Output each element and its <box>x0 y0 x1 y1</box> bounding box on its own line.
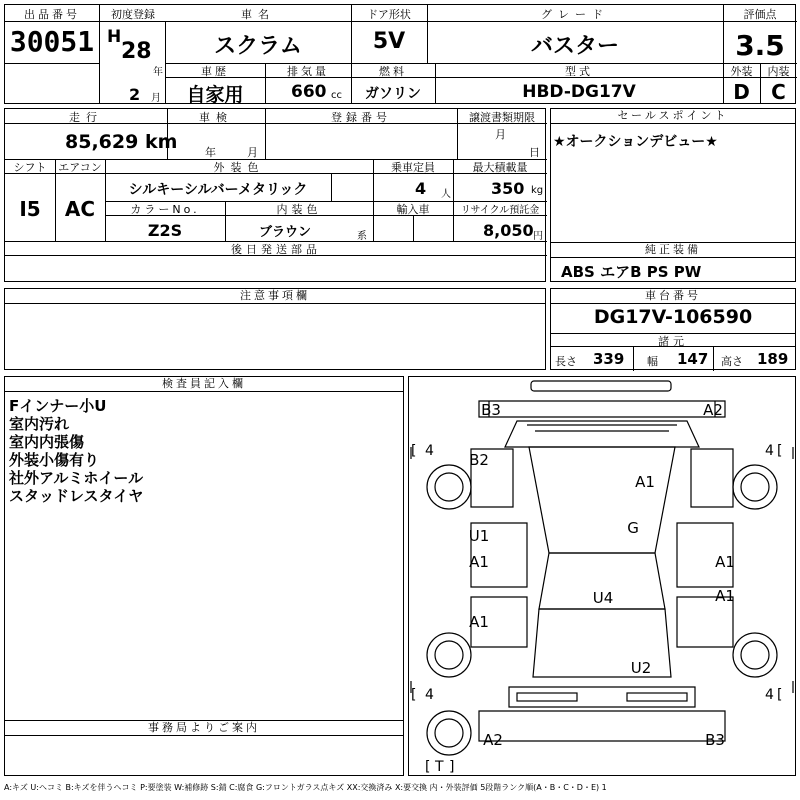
mileage-label: 走行 <box>69 111 103 124</box>
length-label: 長さ <box>555 355 577 368</box>
height-label: 高さ <box>721 355 743 368</box>
tire-front-right-tread: 4 <box>765 443 774 459</box>
fuel: ガソリン <box>365 86 421 102</box>
svg-text:]: ] <box>449 759 455 775</box>
recycle-deposit-label: リサイクル預託金 <box>460 205 540 216</box>
interior-grade-label: 内装 <box>767 65 790 78</box>
car-name: スクラム <box>214 34 302 59</box>
grade-label: グレード <box>541 8 609 21</box>
color-number-label: カラーNo. <box>130 203 200 216</box>
inspector-line: 室内汚れ <box>9 415 70 433</box>
tire-front-left-tread: 4 <box>425 443 434 459</box>
interior-color: ブラウン <box>258 225 311 240</box>
capacity-unit: 人 <box>441 189 451 200</box>
chassis-number: DG17V-106590 <box>593 306 753 328</box>
mark-a1-right-rear-door: A1 <box>715 587 735 605</box>
mileage: 85,629 <box>65 131 139 153</box>
history-label: 車歴 <box>201 65 229 78</box>
interior-color-unit: 系 <box>357 231 367 242</box>
displacement: 660 <box>291 82 327 102</box>
max-load-unit: kg <box>531 185 544 196</box>
sales-point-text: ★オークションデビュー★ <box>553 134 718 150</box>
chassis-number-label: 車台番号 <box>551 289 795 304</box>
notes-block <box>4 288 546 370</box>
inspector-line: Fインナー小U <box>9 397 107 415</box>
displacement-unit: cc <box>331 90 342 101</box>
mark-u1: U1 <box>468 527 490 545</box>
vehicle-diagram <box>409 377 795 775</box>
inspector-line: スタッドレスタイヤ <box>9 487 144 505</box>
mileage-unit: km <box>145 131 178 153</box>
legend: A:キズ U:ヘコミ B:キズを伴うヘコミ P:要塗装 W:補修跡 S:錆 C:腐食 G:フロントガラス点キズ XX:交換済み X:要交換 内・外装評価 5段階ランク順(A・B・C・D・E) 1 <box>4 783 607 792</box>
history: 自家用 <box>186 84 244 106</box>
inspector-line: 外装小傷有り <box>9 451 100 469</box>
max-load: 350 <box>491 179 525 198</box>
mark-g: G <box>627 519 639 537</box>
displacement-label: 排気量 <box>287 65 329 78</box>
mark-a1-left-front-door: A1 <box>469 553 489 571</box>
ac-label: エアコン <box>58 161 102 174</box>
specs-label: 諸元 <box>658 335 688 348</box>
interior-grade: C <box>771 80 786 104</box>
transfer-deadline-label: 譲渡書類期限 <box>469 111 535 124</box>
mark-a1-roof: A1 <box>635 473 655 491</box>
later-parts-label: 後日発送部品 <box>231 243 321 256</box>
capacity: 4 <box>415 179 427 198</box>
details-block <box>4 108 546 282</box>
sales-point-block <box>550 108 796 254</box>
inspector-block <box>4 376 404 722</box>
transfer-month-unit: 月 <box>495 128 506 141</box>
inspection-label: 車検 <box>199 111 233 124</box>
mark-a2-top-right: A2 <box>703 401 723 419</box>
tire-rear-right-tread: 4 <box>765 687 774 703</box>
chassis-block <box>550 288 796 370</box>
mark-u2: U2 <box>630 659 652 677</box>
exterior-grade-label: 外装 <box>730 65 753 78</box>
mark-b3-bottom-right: B3 <box>705 731 725 749</box>
air-conditioner: AC <box>64 197 96 221</box>
svg-text:[: [ <box>777 687 783 703</box>
exterior-color-label: 外装色 <box>213 161 265 174</box>
svg-text:[: [ <box>777 443 783 459</box>
year-unit: 年 <box>153 67 163 78</box>
color-number: Z2S <box>147 221 183 240</box>
recycle-deposit: 8,050 <box>483 221 534 240</box>
svg-text:[: [ <box>411 443 417 459</box>
office-notice-block <box>4 720 404 776</box>
mark-b2: B2 <box>469 451 489 469</box>
mark-b3-left: B3 <box>481 401 501 419</box>
exterior-color: シルキーシルバーメタリック <box>128 182 308 198</box>
mark-u4: U4 <box>592 589 614 607</box>
shift: I5 <box>19 197 41 221</box>
max-load-label: 最大積載量 <box>472 161 528 174</box>
mark-a2-bottom-left: A2 <box>483 731 503 749</box>
sales-point-label: セールスポイント <box>551 109 795 124</box>
door-type-label: ドア形状 <box>367 8 411 21</box>
lot-number-label: 出品番号 <box>24 8 80 21</box>
mark-a1-right-front-door: A1 <box>715 553 735 571</box>
length: 339 <box>593 350 625 368</box>
registration-year: 28 <box>121 39 152 64</box>
exterior-grade: D <box>733 80 750 104</box>
width-label: 幅 <box>647 355 658 368</box>
first-registration-label: 初度登録 <box>111 8 155 21</box>
vehicle-diagram-block <box>408 376 796 776</box>
car-name-label: 車名 <box>241 8 275 21</box>
month-unit: 月 <box>151 93 161 104</box>
svg-text:[: [ <box>425 759 431 775</box>
header-block <box>4 4 796 104</box>
equipment-block <box>550 242 796 282</box>
model-code: HBD-DG17V <box>522 82 636 102</box>
inspection-year-unit: 年 <box>205 146 216 159</box>
shift-label: シフト <box>13 161 47 174</box>
equipment-label: 純正装備 <box>551 243 795 258</box>
fuel-label: 燃料 <box>379 65 407 78</box>
score: 3.5 <box>735 29 785 62</box>
spare-tire-mark: T <box>435 759 444 775</box>
capacity-label: 乗車定員 <box>391 161 435 174</box>
inspection-month-unit: 月 <box>247 146 258 159</box>
grade: バスター <box>530 34 619 59</box>
interior-color-label: 内装色 <box>276 203 322 216</box>
door-type: 5V <box>372 29 406 54</box>
score-label: 評価点 <box>743 8 777 21</box>
notes-label: 注意事項欄 <box>5 289 545 304</box>
svg-text:[: [ <box>411 687 417 703</box>
height: 189 <box>757 350 789 368</box>
inspector-line: 室内内張傷 <box>9 433 85 451</box>
registration-month: 2 <box>129 85 141 104</box>
model-label: 型式 <box>565 65 593 78</box>
mark-a1-left-rear-door: A1 <box>469 613 489 631</box>
width: 147 <box>677 350 709 368</box>
transfer-day-unit: 日 <box>529 146 540 159</box>
office-notice-label: 事務局よりご案内 <box>5 721 403 736</box>
registration-number-label: 登録番号 <box>331 111 391 124</box>
import-label: 輸入車 <box>396 203 430 216</box>
inspector-line: 社外アルミホイール <box>9 469 144 487</box>
recycle-unit: 円 <box>533 231 543 242</box>
tire-rear-left-tread: 4 <box>425 687 434 703</box>
lot-number: 30051 <box>9 25 95 58</box>
era-mark: H <box>107 27 122 47</box>
equipment-text: ABS エアB PS PW <box>561 263 702 281</box>
inspector-label: 検査員記入欄 <box>5 377 403 392</box>
